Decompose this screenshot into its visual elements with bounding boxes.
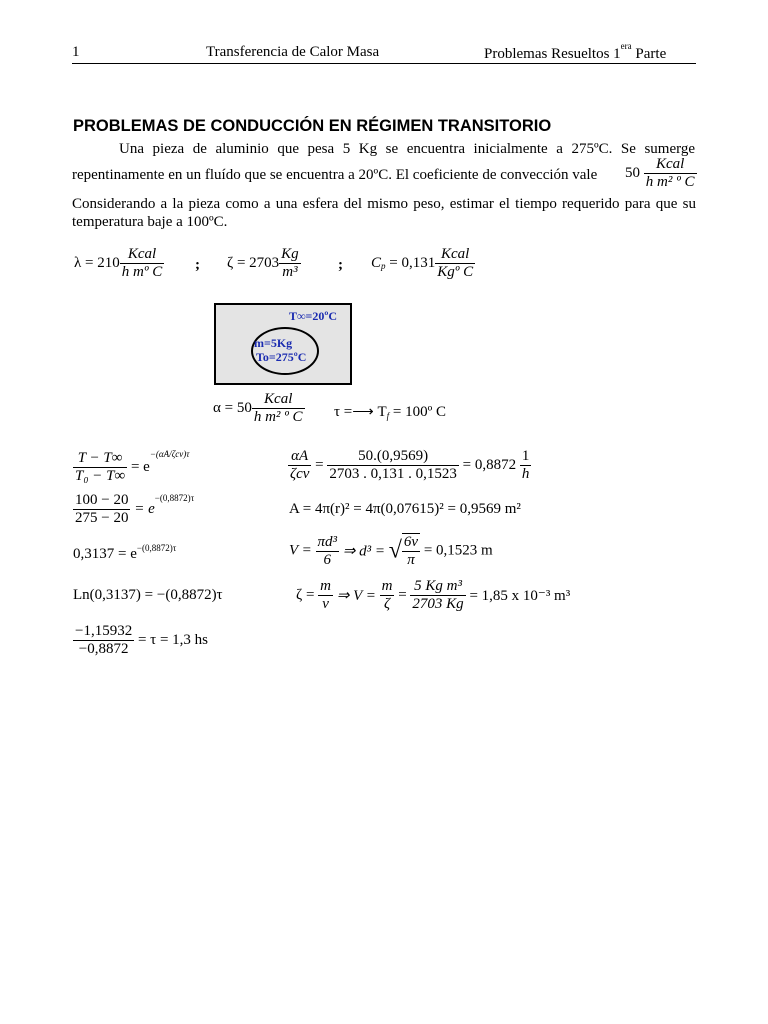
r1-den2: 2703 . 0,131 . 0,1523 — [329, 466, 457, 482]
tau-subscript: f — [386, 411, 390, 421]
r4-eq: = — [398, 587, 407, 603]
lambda-fraction — [120, 246, 165, 281]
density-given — [227, 246, 301, 281]
tau-value: = 100º C — [389, 404, 447, 420]
eq5-den: −0,8872 — [73, 640, 134, 658]
r1-num2: 50.(0,9569) — [358, 448, 429, 464]
eq2-fraction — [73, 492, 130, 527]
eq1-den: T₀ − T∞ — [75, 468, 126, 485]
eq2-rhs: = e — [134, 501, 155, 517]
paragraph-line-1: Una pieza de aluminio que pesa 5 Kg se encuentra inicialmente a 275ºC. Se sumerge — [119, 141, 695, 157]
page-number: 1 — [72, 44, 80, 60]
header-right-title-end: Parte — [631, 46, 667, 62]
paragraph-line-3: Considerando a la pieza como a una esfera del mismo peso, estimar el tiempo requerido para que su — [72, 196, 696, 212]
r4-mid: ⇒ V = — [336, 588, 376, 604]
header-right-title-sup: era — [620, 41, 632, 51]
r4-result: = 1,85 x 10⁻³ m³ — [469, 588, 571, 604]
r4-lhs: ζ = — [296, 587, 315, 603]
equation-4: Ln(0,3137) = −(0,8872)τ — [73, 587, 223, 603]
section-title: PROBLEMAS DE CONDUCCIÓN EN RÉGIMEN TRANSITORIO — [73, 117, 552, 135]
mass-label: m=5Kg — [254, 336, 293, 350]
fluid-temperature-label: T∞=20ºC — [289, 309, 338, 323]
eq3-text: 0,3137 = e — [73, 546, 137, 562]
r3-sqrt-den: π — [402, 551, 420, 569]
r3-sqrt-fraction — [402, 533, 420, 569]
r3-den: 6 — [316, 551, 340, 569]
lambda-given — [74, 246, 164, 281]
separator-2: ; — [338, 257, 343, 273]
r1-fraction-c — [520, 448, 532, 483]
eq2-num: 100 − 20 — [75, 492, 129, 508]
right-equation-2: A = 4π(r)² = 4π(0,07615)² = 0,9569 m² — [289, 501, 521, 517]
r1-eq: = — [315, 457, 324, 473]
eq2-exponent: −(0,8872)τ — [154, 492, 195, 503]
tau-given — [334, 402, 446, 421]
r4-den: v — [318, 595, 333, 613]
r1-num3: 1 — [521, 448, 530, 464]
r3-mid: ⇒ d³ = — [342, 543, 385, 560]
convection-coef-num: Kcal — [655, 156, 685, 172]
equation-2 — [73, 492, 194, 527]
paragraph-line-2: repentinamente en un fluído que se encuentra a 20ºC. El coeficiente de convección vale — [72, 167, 598, 183]
r3-num: πd³ — [317, 533, 338, 550]
eq1-rhs: = e — [130, 459, 150, 476]
r3-sqrt-sign: √ — [388, 537, 402, 564]
eq2-den: 275 − 20 — [75, 510, 129, 526]
density-num: Kg — [281, 246, 299, 262]
right-equation-4 — [296, 578, 570, 613]
r1-fraction-a — [288, 448, 311, 483]
header-right-title — [484, 41, 667, 63]
eq5-rhs: = τ = 1,3 hs — [137, 632, 209, 648]
lambda-num: Kcal — [127, 246, 157, 262]
cp-num: Kcal — [441, 246, 470, 262]
r4-fraction-a — [318, 578, 333, 613]
header-center-title: Transferencia de Calor Masa — [206, 44, 380, 60]
equation-3 — [73, 543, 176, 563]
header-rule — [72, 63, 696, 64]
eq3-exponent: −(0,8872)τ — [136, 543, 177, 553]
r3-fraction — [316, 534, 340, 569]
eq1-fraction — [73, 450, 127, 485]
r4-num: m — [320, 578, 332, 594]
right-equation-1 — [288, 448, 531, 483]
r4-num2: m — [381, 578, 393, 594]
equation-5 — [73, 623, 208, 658]
cp-symbol: C — [371, 255, 382, 271]
convection-coefficient — [625, 156, 697, 191]
cp-given — [371, 246, 475, 281]
lambda-value: λ = 210 — [74, 255, 120, 271]
r1-den: ζcv — [290, 466, 310, 482]
alpha-value: α = 50 — [213, 400, 252, 416]
r3-result: = 0,1523 m — [423, 542, 493, 559]
eq1-exponent: −(αA/ζcv)τ — [149, 449, 190, 459]
convection-coef-fraction — [644, 156, 697, 191]
alpha-num: Kcal — [264, 391, 293, 407]
r4-den3: 2703 Kg — [412, 596, 464, 612]
eq1-num: T − T∞ — [77, 450, 123, 467]
r1-result: = 0,8872 — [462, 457, 517, 473]
alpha-den: h m² º C — [253, 409, 303, 425]
r3-sqrt-num: 6v — [403, 534, 419, 550]
header-right-title-main: Problemas Resueltos 1 — [484, 46, 621, 62]
r4-fraction-c — [410, 578, 465, 613]
right-equation-3 — [289, 533, 493, 569]
cp-fraction — [435, 246, 475, 281]
alpha-fraction — [252, 391, 305, 426]
equation-1 — [73, 449, 190, 485]
paragraph-line-4: temperatura baje a 100ºC. — [72, 214, 228, 230]
eq5-fraction — [73, 623, 134, 658]
r1-den3: h — [521, 466, 530, 482]
r4-den2: ζ — [380, 595, 395, 613]
r1-fraction-b — [327, 448, 459, 483]
density-fraction — [279, 246, 301, 281]
convection-coef-den: h m² º C — [645, 174, 695, 190]
r3-lhs: V = — [289, 542, 312, 559]
alpha-given — [213, 391, 305, 426]
density-den: m³ — [279, 263, 301, 281]
convection-coef-value: 50 — [625, 165, 640, 181]
cp-den: Kgº C — [437, 264, 474, 280]
lambda-den: h mº C — [121, 264, 163, 280]
r4-num3: 5 Kg m³ — [414, 578, 462, 594]
eq5-num: −1,15932 — [75, 623, 133, 639]
cp-subscript: p — [381, 260, 386, 271]
cp-value: = 0,131 — [385, 255, 436, 271]
density-value: ζ = 2703 — [227, 255, 280, 271]
r1-num: αA — [291, 448, 309, 464]
separator-1: ; — [195, 257, 200, 273]
tau-label: τ =⟶ T — [334, 404, 387, 420]
fluid-box-figure — [214, 303, 352, 385]
r4-fraction-b — [380, 578, 395, 613]
initial-temperature-label: To=275ºC — [256, 350, 307, 364]
